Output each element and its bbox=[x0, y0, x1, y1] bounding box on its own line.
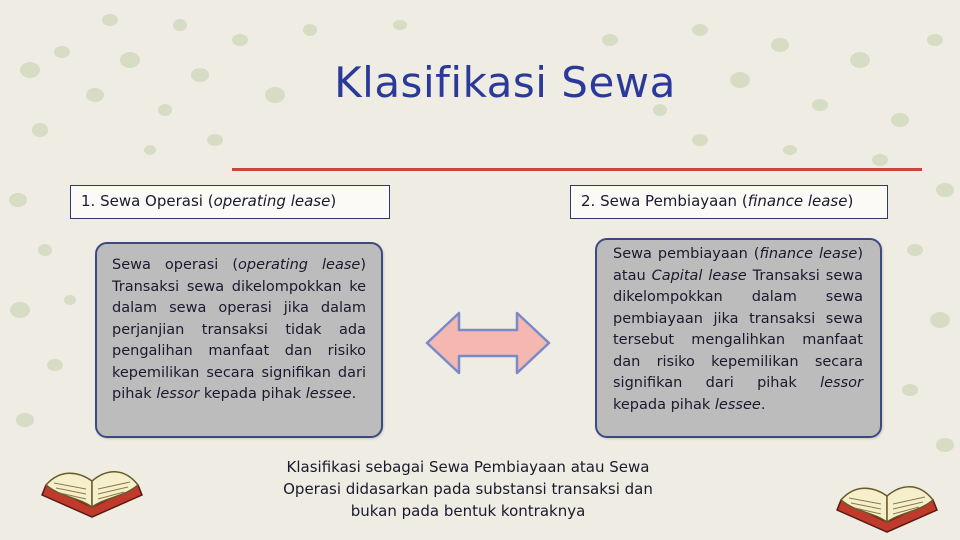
finance-lease-mid: kepada pihak bbox=[613, 396, 715, 413]
finance-lease-definition bbox=[595, 238, 882, 438]
finance-lease-end: . bbox=[760, 396, 766, 413]
title-underline bbox=[232, 168, 922, 171]
finance-lease-body: Transaksi sewa dikelompokkan dalam sewa pembiayaan jika transaksi sewa tersebut mengalihkan manfaat dan risiko kepemilikan secara signifikan dari pihak bbox=[613, 267, 863, 391]
classification-note: Klasifikasi sebagai Sewa Pembiayaan atau Sewa Operasi didasarkan pada substansi transaksi dan bukan pada bentuk kontraknya bbox=[283, 458, 653, 520]
operating-lease-header bbox=[70, 185, 390, 219]
operating-lease-definition bbox=[95, 242, 383, 438]
operating-lease-lead-italic: operating lease bbox=[238, 257, 361, 273]
finance-lease-lessor: lessor bbox=[820, 375, 863, 391]
finance-lease-lessee: lessee bbox=[714, 396, 761, 413]
slide-title: Klasifikasi Sewa bbox=[334, 58, 676, 107]
finance-lease-lead-italic: finance lease bbox=[759, 246, 858, 262]
finance-lease-lead-mid: ) atau bbox=[613, 246, 863, 284]
operating-lease-lessee: lessee bbox=[305, 386, 352, 402]
finance-lease-lead: Sewa pembiayaan ( bbox=[613, 246, 760, 262]
finance-lease-header-close: ) bbox=[847, 192, 854, 210]
operating-lease-header-italic: operating lease bbox=[213, 192, 331, 210]
finance-lease-header-italic: finance lease bbox=[747, 192, 848, 210]
double-arrow-icon bbox=[425, 310, 551, 376]
finance-lease-header bbox=[570, 185, 888, 219]
open-book-icon bbox=[38, 455, 146, 521]
operating-lease-end: . bbox=[351, 386, 357, 402]
finance-lease-header-text: 2. Sewa Pembiayaan ( bbox=[581, 192, 748, 210]
operating-lease-lessor: lessor bbox=[156, 386, 200, 402]
finance-lease-capital-lease: Capital lease bbox=[651, 267, 747, 284]
operating-lease-header-close: ) bbox=[330, 192, 337, 210]
operating-lease-header-text: 1. Sewa Operasi ( bbox=[81, 192, 214, 210]
open-book-icon bbox=[833, 470, 941, 536]
operating-lease-body: Transaksi sewa dikelompokkan ke dalam sewa operasi jika dalam perjanjian transaksi tidak ada pengalihan manfaat dan risiko kepemilikan secara signifikan dari pihak bbox=[112, 278, 366, 402]
operating-lease-lead-close: ) bbox=[360, 257, 367, 273]
operating-lease-mid: kepada pihak bbox=[199, 386, 306, 402]
operating-lease-lead: Sewa operasi ( bbox=[112, 257, 239, 273]
